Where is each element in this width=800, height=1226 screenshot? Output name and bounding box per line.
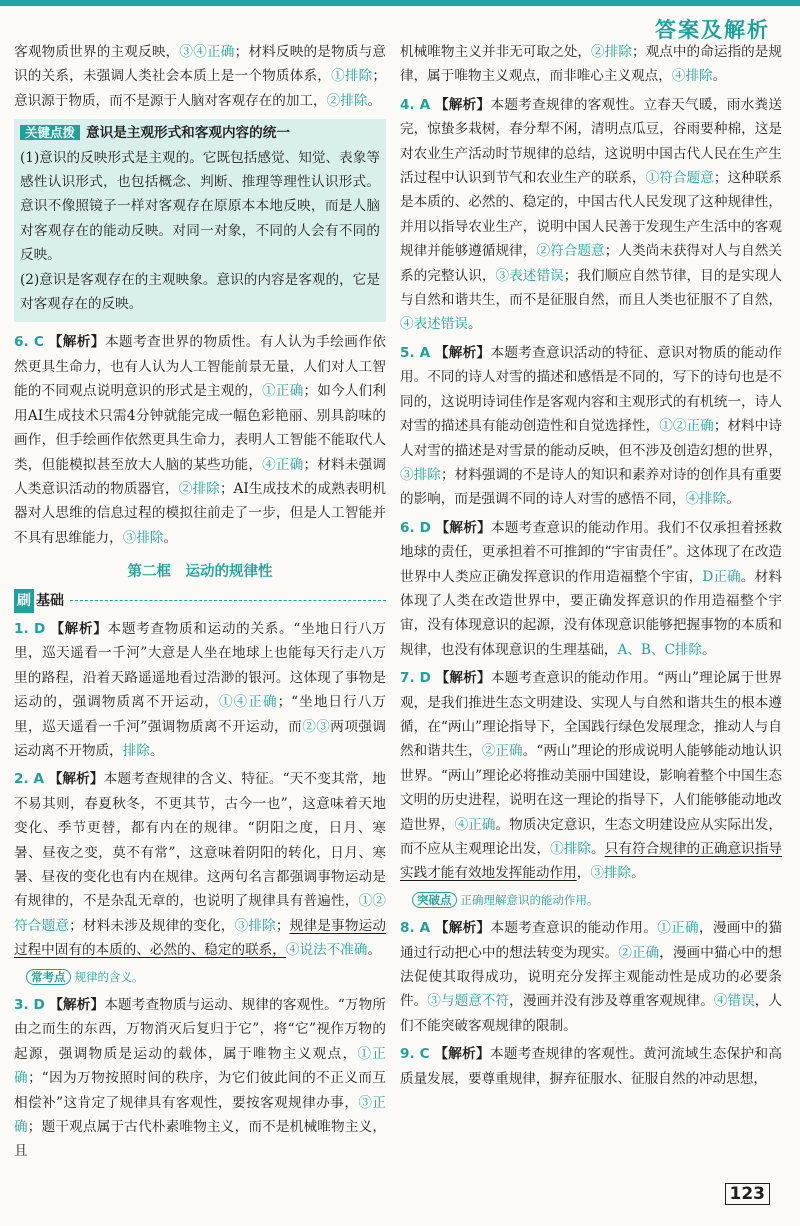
answer-continuation: 客观物质世界的主观反映，③④正确；材料反映的是物质与意识的关系，未强调人类社会本质上是一个物质体系，①排除；意识源于物质，而不是源于人脑对客观存在的加工，②排除。 — [14, 44, 387, 109]
note-text: 正确理解意识的能动作用。 — [460, 892, 599, 907]
answer-number: 7. D — [400, 670, 431, 687]
note-label: 常考点 — [26, 969, 71, 985]
answer-number: 8. A — [400, 920, 431, 937]
brush-icon: 刷 — [14, 589, 34, 613]
answer-number: 6. D — [400, 519, 431, 536]
breakthrough-point-note — [412, 888, 782, 912]
basic-label: 基础 — [36, 592, 64, 609]
right-column — [400, 40, 782, 1091]
key-point-para-1: (1)意识的反映形式是主观的。它既包括感觉、知觉、表象等感性认识形式，也包括概念、判断、推理等理性认识形式。意识不像照镜子一样对客观存在原原本本地反映，而是人脑对客观存在的能动反映。对同一对象，不同的人会有不同的反映。 — [20, 149, 380, 264]
answer-item-8: 8. A 【解析】本题考查意识的能动作用。①正确，漫画中的猫通过行动把心中的想法转变为现实。②正确，漫画中猫心中的想法促使其取得成功，说明充分发挥主观能动性是成功的必要条件。③与题意不符，漫画并没有涉及尊重客观规律。④错误，人们不能突破客观规律的限制。 — [400, 920, 783, 1034]
answer-item-6: 6. C 【解析】本题考查世界的物质性。有人认为手绘画作依然更具生命力，也有人认为人工智能前景无量，人们对人工智能的不同观点说明意识的形式是主观的，①正确；如今人们利用AI生成技术只需4分钟就能完成一幅色彩艳丽、别具韵味的画作，但手绘画作依然更具生命力，表明人工智能不能取代人类，但能模拟甚至放大人脑的某些功能，④正确；材料未强调人类意识活动的物质器官，②排除；AI生成技术的成熟表明机器对人思维的信息过程的模拟往前走了一步，但是人工智能并不具有思维能力，③排除。 — [14, 334, 387, 546]
answer-item-3-continued: 机械唯物主义并非无可取之处，②排除；观点中的命运指的是规律，属于唯物主义观点，而非唯心主义观点，④排除。 — [400, 44, 783, 85]
answer-item-9: 9. C 【解析】本题考查规律的客观性。黄河流域生态保护和高质量发展，要尊重规律，摒弃征服水、征服自然的冲动思想， — [400, 1046, 783, 1087]
key-point-box — [14, 119, 386, 322]
basic-section-header — [14, 589, 386, 613]
key-point-heading — [20, 121, 380, 145]
answer-item-5: 5. A 【解析】本题考查意识活动的特征、意识对物质的能动作用。不同的诗人对雪的描述和感悟是不同的，写下的诗句也是不同的，这说明诗词佳作是客观内容和主观形式的有机统一，诗人对雪的描述具有能动创造性和自觉选择性，①②正确；材料中诗人对雪的描述是对雪景的能动反映，但不涉及创造幻想的世界，③排除；材料强调的不是诗人的知识和素养对诗的创作具有重要的影响，而是强调不同的诗人对雪的感悟不同，④排除。 — [400, 344, 783, 508]
note-text: 规律的含义。 — [74, 969, 144, 984]
note-label: 突破点 — [412, 892, 457, 908]
page-header-title: 答案及解析 — [655, 18, 770, 42]
page-number: 123 — [725, 1183, 771, 1205]
dashed-divider — [70, 600, 386, 601]
common-test-point-note — [26, 965, 386, 989]
answer-number: 5. A — [400, 344, 431, 361]
answer-number: 1. D — [14, 620, 46, 637]
answer-number: 6. C — [14, 334, 44, 351]
section-title: 第二框 运动的规律性 — [127, 564, 273, 581]
answer-item-7: 7. D 【解析】本题考查意识的能动作用。“两山”理论属于世界观，是我们推进生态文明建设、实现人与自然和谐共生的根本遵循，在“两山”理论指导下，全国践行绿色发展理念，推动人与自然和谐共生，②正确。“两山”理论的形成说明人能够能动地认识世界。“两山”理论必将推动美丽中国建设，影响着整个中国生态文明的历史进程，说明在这一理论的指导下，人们能够能动地改造世界，④正确。物质决定意识，生态文明建设应从实际出发，而不应从主观理论出发，①排除。只有符合规律的正确意识指导实践才能有效地发挥能动作用，③排除。 — [400, 670, 783, 882]
answer-item-2: 2. A 【解析】本题考查规律的含义、特征。“天不变其常，地不易其则，春夏秋冬，不更其节，古今一也”，这意味着天地变化、季节更替，都有内在的规律。“阴阳之度，日月、寒暑、昼夜之变，莫不有常”，这意味着阴阳的转化，日月、寒暑、昼夜的变化也有内在规律。这两句名言都强调事物运动是有规律的，不是杂乱无章的，也说明了规律具有普遍性，①②符合题意；材料未涉及规律的变化，③排除；规律是事物运动过程中固有的本质的、必然的、稳定的联系，④说法不准确。 — [14, 771, 387, 959]
answer-item-3: 3. D 【解析】本题考查物质与运动、规律的客观性。“万物所由之而生的东西，万物消灭后复归于它”，将“它”视作万物的起源，强调物质是运动的载体，属于唯物主义观点，①正确；“因为万物按照时间的秩序，为它们彼此间的不正义而互相偿补”这肯定了规律具有客观性，要按客观规律办事，③正确；题干观点属于古代朴素唯物主义，而不是机械唯物主义，且 — [14, 997, 387, 1160]
answer-number: 2. A — [14, 771, 45, 788]
answer-item-6d: 6. D 【解析】本题考查意识的能动作用。我们不仅承担着拯救地球的责任，更承担着不可推卸的“宇宙责任”。这体现了在改造世界中人类应正确发挥意识的作用造福整个宇宙，D正确。材料体现了人类在改造世界中，要正确发挥意识的作用造福整个宇宙，没有体现意识的起源，没有体现意识能够把握事物的本质和规律，也没有体现意识的生理基础，A、B、C排除。 — [400, 519, 783, 658]
key-point-title: 意识是主观形式和客观内容的统一 — [86, 125, 290, 142]
answer-number: 3. D — [14, 997, 45, 1014]
left-column — [14, 40, 386, 1164]
answer-number: 4. A — [400, 96, 431, 113]
answer-item-1: 1. D 【解析】本题考查物质和运动的关系。“坐地日行八万里，巡天遥看一千河”大意是人坐在地球上也能每天行走八万里的路程，沿着天路遥遥地看过浩渺的银河。这体现了事物是运动的，强调物质离不开运动，①④正确；“坐地日行八万里，巡天遥看一千河”强调物质离不开运动，而②③两项强调运动离不开物质，排除。 — [14, 620, 387, 759]
top-accent-bar — [0, 0, 800, 6]
key-point-para-2: (2)意识是客观存在的主观映象。意识的内容是客观的，它是对客观存在的反映。 — [20, 271, 380, 313]
answer-number: 9. C — [400, 1046, 430, 1063]
key-point-label: 关键点拨 — [20, 125, 80, 140]
answer-item-4: 4. A 【解析】本题考查规律的客观性。立春天气暖，雨水粪送完，惊蛰多栽树，春分犁不闲，清明点瓜豆，谷雨要种棉，这是对农业生产活动时节规律的总结，这说明中国古代人民在生产生活过程中认识到节气和农业生产的联系，①符合题意；这种联系是本质的、必然的、稳定的，中国古代人民发现了这种规律性，并用以指导农业生产，说明中国人民善于发现生产生活中的客观规律并能够遵循规律，②符合题意；人类尚未获得对人与自然关系的完整认识，③表述错误；我们顺应自然节律，目的是实现人与自然和谐共生，而不是征服自然，而且人类也征服不了自然，④表述错误。 — [400, 96, 783, 333]
